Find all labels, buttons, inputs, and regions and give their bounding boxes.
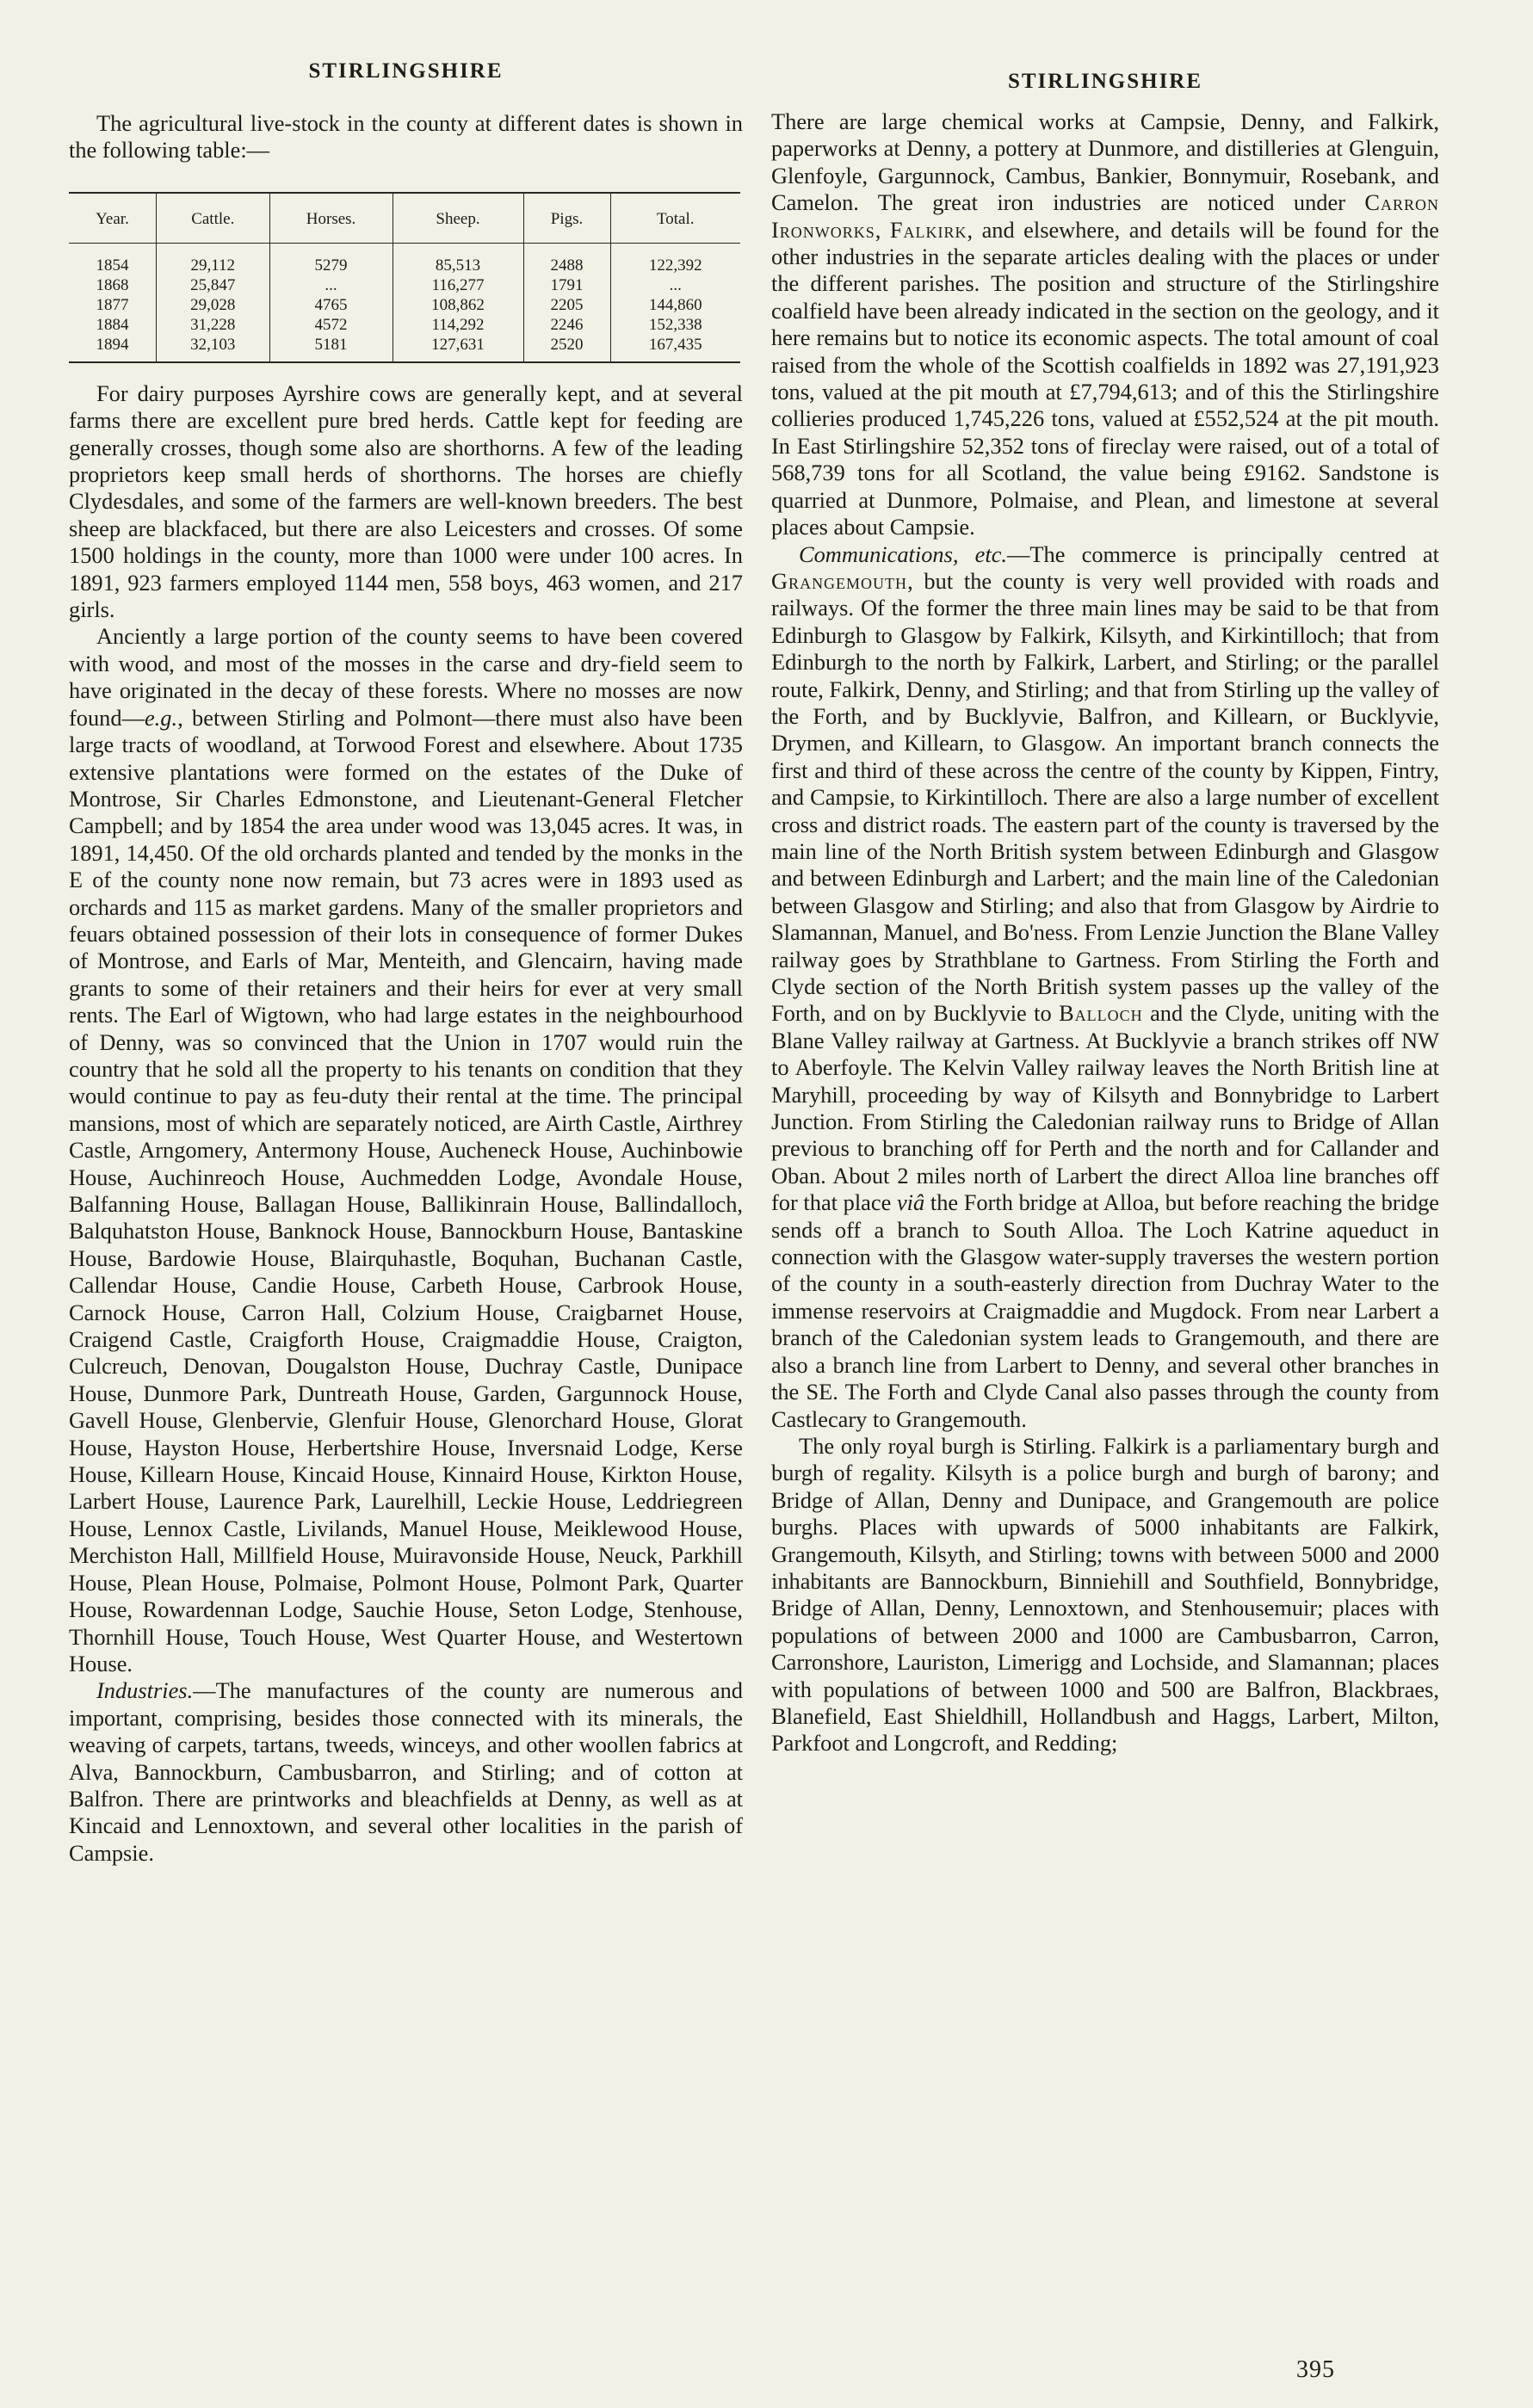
column-header: Sheep. [393,193,523,244]
table-cell: 1884 [96,315,129,334]
table-row [69,335,740,362]
paragraph-text: , but the county is very well provided with roads and railways. Of the former the three main lines may be said to be that from Edinburgh to Glasgow by Falkirk, Kilsyth, and Kirkintilloch; that from Edinburgh to the north by Falkirk, Larbert, and Stirling; or the parallel route, Falkirk, Denny, and Stirling; and that from Stirling up the valley of the Forth, and by Bucklyvie, Balfron, and Killearn, or Bucklyvie, Drymen, and Killearn, to Glasgow. An important branch connects the first and third of these across the centre of the county by Kippen, Fintry, and Campsie, to Kirkintilloch. There are also a large number of excellent cross and district roads. The eastern part of the county is traversed by the main line of the North British system between Edinburgh and Glasgow and between Edinburgh and Larbert; and the main line of the Caledonian between Glasgow and Stirling; and also that from Glasgow by Airdrie to Slamannan, Manuel, and Bo'ness. From Lenzie Junction the Blane Valley railway goes by Strathblane to Gartness. From Stirling the Forth and Clyde section of the North British system passes up the valley of the Forth, and on by Bucklyvie to [771,567,1439,1027]
paragraph-burghs: The only royal burgh is Stirling. Falkirk is a parliamentary burgh and burgh of regality. Kilsyth is a police burgh and burgh of barony; and Bridge of Allan, Denny and Dunipace, and Grangemouth are police burghs. Places with upwards of 5000 inhabitants are Falkirk, Grangemouth, Kilsyth, and Stirling; towns with between 5000 and 2000 inhabitants are Bannockburn, Binniehill and Southfield, Bonnybridge, Bridge of Allan, Denny, Lennoxtown, and Stenhousemuir; places with populations of between 2000 and 1000 are Cambusbarron, Carron, Carronshore, Lauriston, Limerigg and Lochside, and Slamannan; places with populations of between 1000 and 500 are Balfron, Blackbraes, Blanefield, East Shieldhill, Hollandbush and Haggs, Larbert, Milton, Parkfoot and Longcroft, and Redding; [771,1432,1439,1757]
table-cell: 29,112 [156,243,269,275]
paragraph-dairy: For dairy purposes Ayrshire cows are generally kept, and at several farms there are excellent pure bred herds. Cattle kept for feeding are generally crosses, though some also are shorthorns. A few of the leading proprietors keep small herds of shorthorns. The horses are chiefly Clydesdales, and some of the farmers are well-known breeders. The best sheep are blackfaced, but there are also Leicesters and crosses. Of some 1500 holdings in the county, more than 1000 were under 100 acres. In 1891, 923 farmers employed 1144 men, 558 boys, 463 women, and 217 girls. [69,380,743,623]
page-number: 395 [1296,2356,1335,2383]
paragraph-communications [771,541,1439,1433]
paragraph-text: the Forth bridge at Alloa, but before reaching the bridge sends off a branch to South Alloa. The Loch Katrine aqueduct in connection with the Glasgow water-supply traverses the western portion of the county in a south-easterly direction from Duchray Water to the immense reservoirs at Craigmaddie and Mugdock. From near Larbert a branch of the Caledonian system leads to Grangemouth, and there are also a branch line from Larbert to Denny, and several other branches in the SE. The Forth and Clyde Canal also passes through the county from Castlecary to Grangemouth. [771,1189,1439,1432]
paragraph-chemical-works [771,108,1439,541]
table-row [69,243,740,275]
column-header: Cattle. [156,193,269,244]
left-column [69,59,743,1867]
cross-reference: Balloch [1059,1000,1143,1027]
paragraph-text: and the Clyde, uniting with the Blane Valley railway at Gartness. At Bucklyvie a branch strikes off NW to Aberfoyle. The Kelvin Valley railway leaves the North British line at Maryhill, proceeding by way of Kilsyth and Bonnybridge to Larbert Junction. From Stirling the Caledonian railway runs to Bridge of Allan previous to branching off for Perth and the north and for Callander and Oban. About 2 miles north of Larbert the direct Alloa line branches off for that place [771,1000,1439,1216]
table-row [69,315,740,335]
paragraph-text: , [875,216,890,243]
paragraph-industries-text: —The manufactures of the county are numerous and important, comprising, besides those connected with its minerals, the weaving of carpets, tartans, tweeds, winceys, and other woollen fabrics at Alva, Bannockburn, Cambusbarron, and Stirling; and of cotton at Balfron. There are printworks and bleachfields at Denny, as well as at Kincaid and Lennoxtown, and several other localities in the parish of Campsie. [69,1677,743,1866]
section-label-communications: Communications, etc. [799,540,1008,567]
table-cell: 4572 [269,315,393,335]
table-cell: 5279 [269,243,393,275]
table-cell: 1894 [96,335,129,354]
table-cell: 1854 [96,256,129,275]
column-header: Year. [69,193,156,244]
livestock-table [69,192,740,363]
column-header: Total. [610,193,740,244]
via-word: viâ [896,1189,925,1216]
running-header: STIRLINGSHIRE [1007,70,1203,93]
table-cell: ... [610,275,740,295]
table-cell: 2205 [523,295,610,315]
table-cell: 1868 [96,275,129,294]
table-cell: 2246 [523,315,610,335]
cross-reference: Falkirk [889,216,967,243]
paragraph-text: , and elsewhere, and details will be found for the other industries in the separate articles dealing with the places or under the different parishes. The position and structure of the Stirlingshire coalfield have been already indicated in the section on the geology, and it here remains but to notice its economic aspects. The total amount of coal raised from the whole of the Scottish coalfields in 1892 was 27,191,923 tons, valued at the pit mouth at £7,794,613; and of this the Stirlingshire collieries produced 1,745,226 tons, valued at £552,524 at the pit mouth. In East Stirlingshire 52,352 tons of fireclay were raised, out of a total of 568,739 tons for all Scotland, the value being £9162. Sandstone is quarried at Dunmore, Polmaise, and Plean, and limestone at several places about Campsie. [771,216,1439,540]
table-cell: 1791 [523,275,610,295]
column-header: Horses. [269,193,393,244]
table-cell: 116,277 [393,275,523,295]
paragraph-industries [69,1677,743,1867]
column-header: Pigs. [523,193,610,244]
table-cell: 114,292 [393,315,523,335]
paragraph-woodland-text: , between Stirling and Polmont—there must also have been large tracts of woodland, at Torwood Forest and elsewhere. About 1735 extensive plantations were formed on the estates of the Duke of Montrose, Sir Charles Edmonstone, and Lieutenant-General Fletcher Campbell; and by 1854 the area under wood was 13,045 acres. It was, in 1891, 14,450. Of the old orchards planted and tended by the monks in the E of the county none now remain, but 73 acres were in 1893 used as orchards and 115 as market gardens. Many of the smaller proprietors and feuars obtained possession of their lots in consequence of former Dukes of Montrose, and Earls of Mar, Menteith, and Glencairn, having made grants to some of their retainers and their heirs for ever at very small rents. The Earl of Wigtown, who had large estates in the neighbourhood of Denny, was so convinced that the Union in 1707 would ruin the country that he sold all the property to his tenants on condition that they would continue to pay as feu-duty their rental at the time. The principal mansions, most of which are separately noticed, are Airth Castle, Airthrey Castle, Arngomery, Antermony House, Aucheneck House, Auchinbowie House, Auchinreoch House, Auchmedden Lodge, Avondale House, Balfanning House, Ballagan House, Ballikinrain House, Ballindalloch, Balquhatston House, Banknock House, Bannockburn House, Bantaskine House, Bardowie House, Blairquhastle, Boquhan, Buchanan Castle, Callendar House, Candie House, Carbeth House, Carbrook House, Carnock House, Carron Hall, Colzium House, Craigbarnet House, Craigend Castle, Craigforth House, Craigmaddie House, Craigton, Culcreuch, Denovan, Dougalston House, Duchray Castle, Dunipace House, Dunmore Park, Duntreath House, Garden, Gargunnock House, Gavell House, Glenbervie, Glenfuir House, Glenorchard House, Glorat House, Hayston House, Herbertshire House, Inversnaid Lodge, Kerse House, Killearn House, Kincaid House, Kinnaird House, Kirkton House, Larbert House, Laurence Park, Laurelhill, Leckie House, Leddriegreen House, Lennox Castle, Livilands, Manuel House, Meiklewood House, Merchiston Hall, Millfield House, Muiravonside House, Neuck, Parkhill House, Plean House, Polmaise, Polmont House, Polmont Park, Quarter House, Rowardennan Lodge, Sauchie House, Seton Lodge, Stenhouse, Thornhill House, Touch House, West Quarter House, and Westertown House. [69,704,743,1676]
table-header-row [69,193,740,244]
table-cell: 152,338 [610,315,740,335]
cross-reference: Grangemouth [771,567,908,594]
paragraph-text: —The commerce is principally centred at [1007,540,1439,567]
table-cell: 127,631 [393,335,523,362]
paragraph-woodland [69,623,743,1677]
paragraph-text: There are large chemical works at Campsie, Denny, and Falkirk, paperworks at Denny, a pottery at Dunmore, and distilleries at Glenguin, Glenfoyle, Gargunnock, Cambus, Bankier, Bonnymuir, Rosebank, and Camelon. The great iron industries are noticed under [771,108,1439,216]
table-cell: 85,513 [393,243,523,275]
table-cell: ... [269,275,393,295]
paragraph-woodland-text: Anciently a large portion of the county seems to have been covered with wood, and most of the mosses in the carse and dry-field seem to have originated in the decay of these forests. Where no mosses are now found— [69,623,743,731]
table-cell: 108,862 [393,295,523,315]
table-cell: 1877 [96,295,129,314]
section-label-industries: Industries. [96,1677,194,1704]
running-header: STIRLINGSHIRE [308,59,504,83]
eg-abbreviation: e.g. [144,704,178,731]
table-cell: 122,392 [610,243,740,275]
table-cell: 4765 [269,295,393,315]
table-cell: 5181 [269,335,393,362]
table-cell: 2520 [523,335,610,362]
table-cell: 32,103 [156,335,269,362]
right-column [771,59,1439,1757]
table-cell: 167,435 [610,335,740,362]
livestock-intro: The agricultural live-stock in the county at different dates is shown in the following table:— [69,110,743,164]
table-cell: 25,847 [156,275,269,295]
table-cell: 31,228 [156,315,269,335]
cross-reference: Carron Ironworks [771,189,1439,243]
table-cell: 2488 [523,243,610,275]
table-cell: 29,028 [156,295,269,315]
table-cell: 144,860 [610,295,740,315]
table-row [69,275,740,295]
table-row [69,295,740,315]
